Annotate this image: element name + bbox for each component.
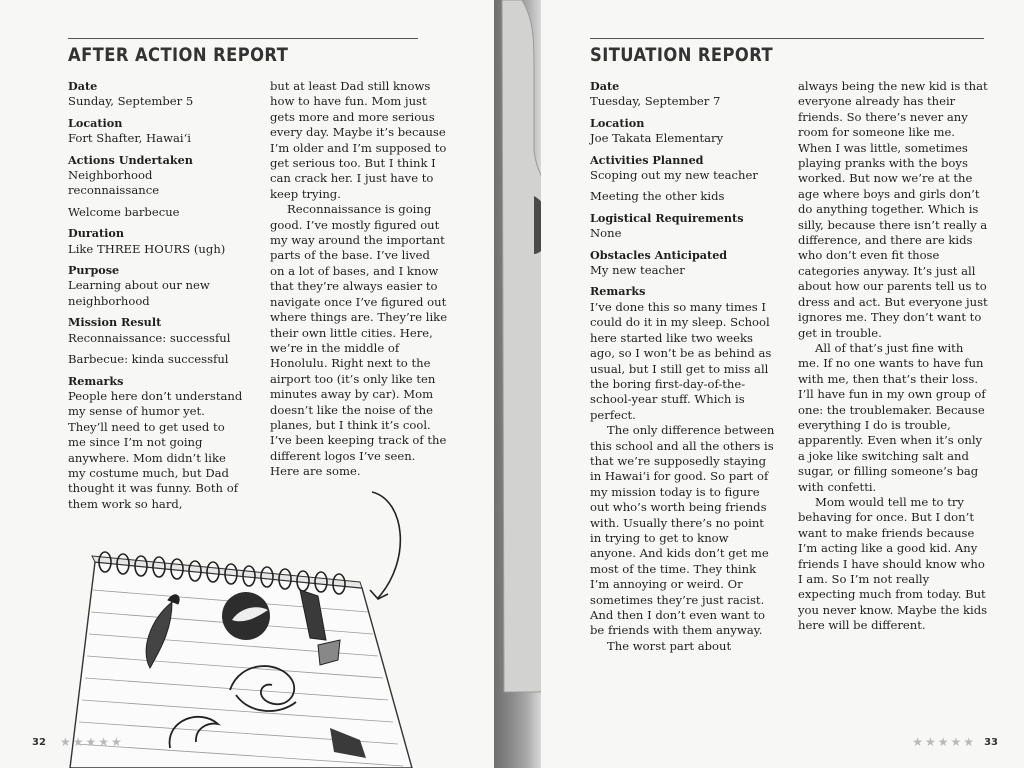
notebook-sketch — [0, 490, 494, 768]
remarks-paragraph: The worst part about — [607, 638, 732, 653]
field-label: Purpose — [68, 263, 120, 278]
field-value: Reconnaissance: successful — [68, 330, 231, 345]
page-number: 32 — [32, 737, 46, 748]
body-paragraph: Mom would tell me to try behaving for once. But I don’t want to make friends because I’m acting like a good kid. Any friends I have should know who I am. So I’m not really expecting much from today. But you never know. Maybe the kids here will be different. — [798, 494, 988, 633]
field-value: Like THREE HOURS (ugh) — [68, 241, 226, 256]
field-value: Sunday, September 5 — [68, 94, 194, 109]
field-value: Barbecue: kinda successful — [68, 352, 229, 367]
right-column-1 — [590, 79, 780, 654]
page-heading: AFTER ACTION REPORT — [68, 44, 289, 66]
field-value: Joe Takata Elementary — [590, 131, 724, 146]
rating-stars: ★★★★★ — [60, 735, 124, 749]
field-value: Scoping out my new teacher — [590, 168, 758, 183]
field-label: Remarks — [68, 373, 124, 388]
field-label: Location — [68, 115, 123, 130]
body-paragraph: always being the new kid is that everyone already has their friends. So there’s never any room for someone like me. When I was little, sometimes playing pranks with the boys worked. But now we’re at the age where boys and girls don’t do anything together. Which is silly, because there isn’t really a difference, and there are kids who don’t even fit those categories anyway. It’s just all about how our parents tell us to dress and act. But everyone just ignores me. They don’t want to get in trouble. — [798, 79, 988, 340]
left-page — [0, 0, 494, 768]
field-label: Location — [590, 115, 645, 130]
field-label: Logistical Requirements — [590, 210, 744, 225]
field-label: Obstacles Anticipated — [590, 247, 728, 262]
right-column-2 — [798, 79, 988, 634]
heading-rule — [68, 38, 418, 39]
field-value: My new teacher — [590, 263, 685, 278]
remarks-paragraph: The only difference between this school and all the others is that we’re supposedly staying in Hawaiʻi for good. So part of my mission today is to figure out who’s worth being friends with. Usually there’s no point in trying to get to know anyone. And kids don’t get me most of the time. They think I’m annoying or weird. Or sometimes they’re just racist. And then I don’t even want to be friends with them anyway. — [590, 423, 775, 638]
remarks-paragraph: I’ve done this so many times I could do it in my sleep. School here started like two weeks ago, so I won’t be as behind as usual, but I still get to miss all the boring first-day-of-the-school-year stuff. Which is perfect. — [590, 299, 772, 422]
field-label: Date — [590, 79, 620, 93]
field-label: Date — [68, 79, 98, 93]
page-heading: SITUATION REPORT — [590, 44, 774, 66]
body-paragraph: but at least Dad still knows how to have fun. Mom just gets more and more serious every day. Maybe it’s because I’m older and I’m supposed to get serious too. But I think I can crack her. I just have to keep trying. — [270, 79, 447, 201]
remarks-paragraph: People here don’t understand my sense of humor yet. They’ll need to get used to me since I’m not going anywhere. Mom didn’t like my costume much, but Dad thought it was funny. Both of them work so hard, — [68, 388, 243, 511]
arrow-illustration — [372, 492, 400, 598]
right-page — [541, 0, 1024, 768]
left-column-1 — [68, 79, 253, 512]
page-number: 33 — [984, 737, 998, 748]
field-value: Tuesday, September 7 — [590, 94, 721, 109]
field-value: Fort Shafter, Hawaiʻi — [68, 131, 192, 146]
body-paragraph: All of that’s just fine with me. If no one wants to have fun with me, then that’s their loss. I’ll have fun in my own group of one: the troublemaker. Because everything I do is trouble, apparently. Even when it’s only a joke like switching salt and sugar, or filling someone’s bag with confetti. — [798, 340, 986, 494]
circle-logo-icon — [222, 592, 270, 640]
arrow-head-icon — [370, 590, 388, 599]
heading-rule — [590, 38, 984, 39]
rating-stars: ★★★★★ — [912, 735, 976, 749]
field-label: Activities Planned — [590, 152, 704, 167]
field-value: Learning about our new neighborhood — [68, 278, 210, 308]
field-value: Neighborhood reconnaissance — [68, 168, 160, 198]
left-column-2 — [270, 79, 448, 480]
field-value: Welcome barbecue — [68, 204, 180, 219]
field-value: None — [590, 226, 622, 241]
field-label: Remarks — [590, 284, 646, 299]
field-value: Meeting the other kids — [590, 189, 725, 204]
body-paragraph: Reconnaissance is going good. I’ve mostly figured out my way around the important parts of the base. I’ve lived on a lot of bases, and I know that they’re always easier to navigate once I’ve figured out where things are. They’re like their own little cities. Here, we’re in the middle of Honolulu. Right next to the airport too (it’s only like ten minutes away by car). Mom doesn’t like the noise of the planes, but I think it’s cool. I’ve been keeping track of the different logos I’ve seen. Here are some. — [270, 202, 448, 479]
field-label: Actions Undertaken — [68, 152, 193, 167]
field-label: Duration — [68, 226, 124, 241]
field-label: Mission Result — [68, 315, 162, 330]
